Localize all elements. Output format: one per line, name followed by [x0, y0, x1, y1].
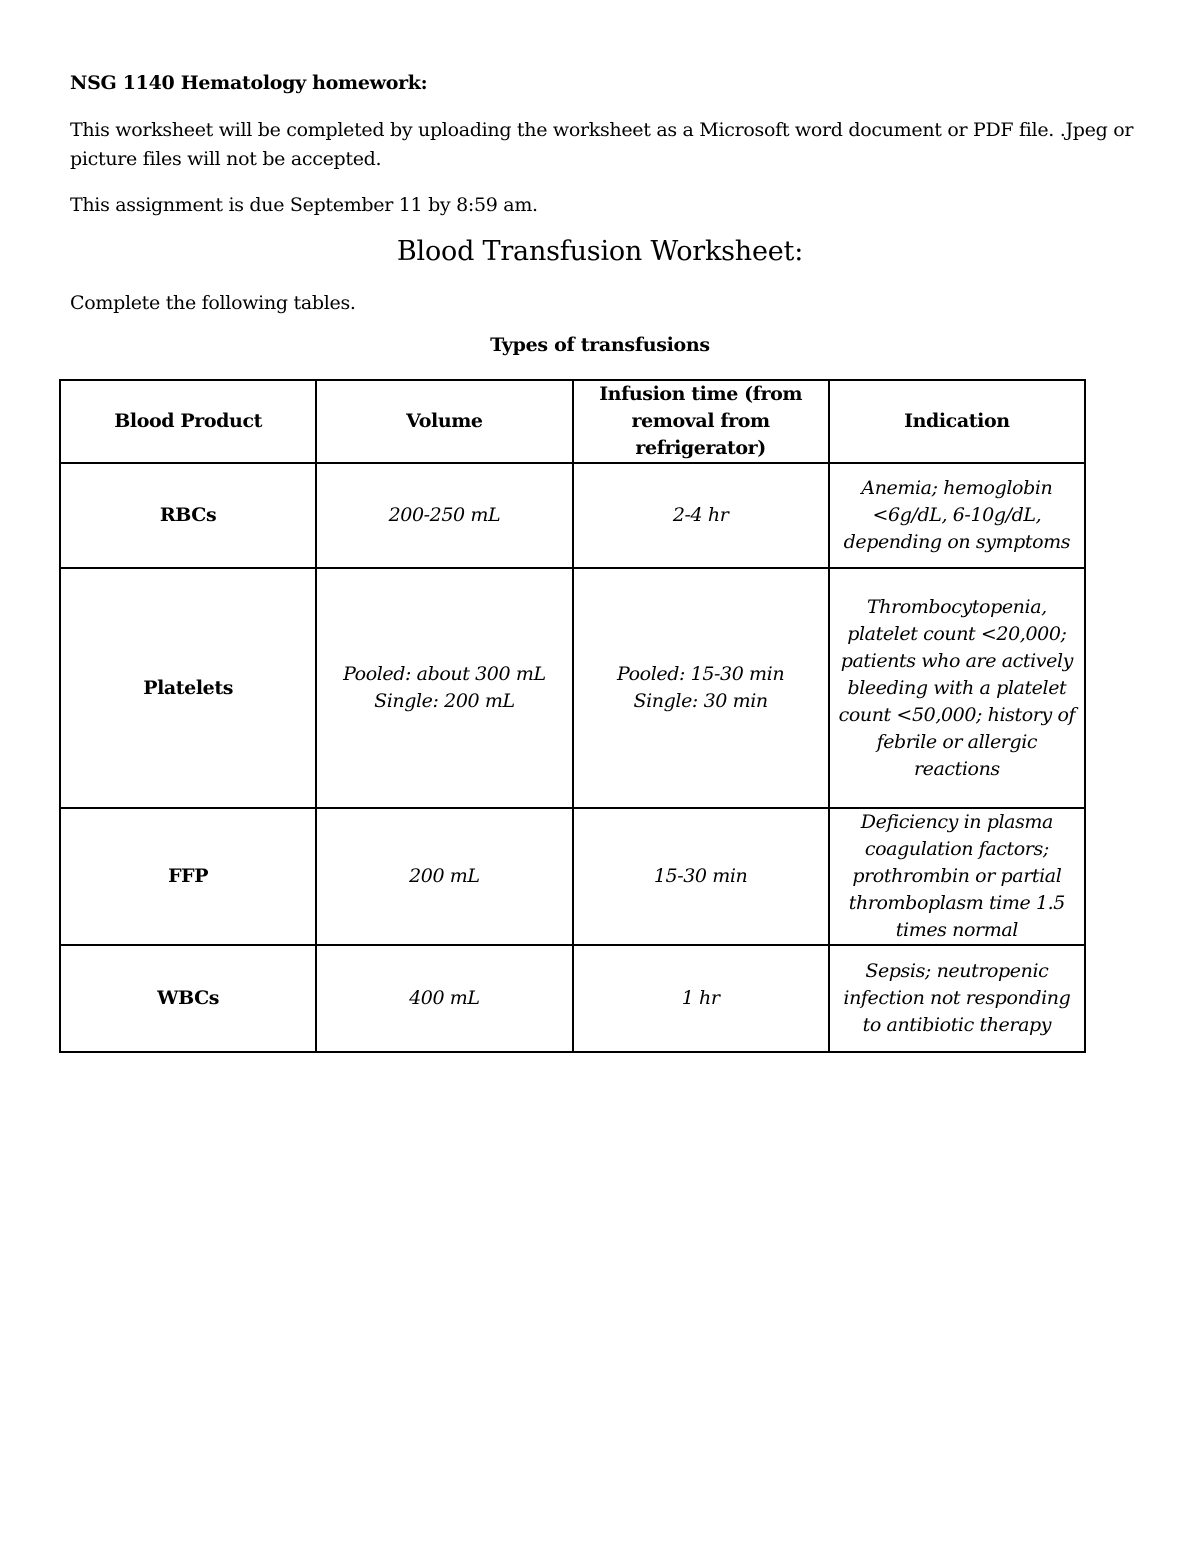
instructions-paragraph: This worksheet will be completed by uploading the worksheet as a Microsoft word document or PDF file. .Jpeg or picture files will not be accepted.: [70, 119, 1134, 170]
cell-infusion-time: 2-4 hr: [573, 463, 829, 568]
cell-volume: 400 mL: [316, 945, 572, 1052]
table-row-ffp: [60, 808, 1085, 945]
table-row-rbcs: [60, 463, 1085, 568]
cell-volume: 200 mL: [316, 808, 572, 945]
cell-product: Platelets: [60, 568, 316, 808]
table-row-platelets: [60, 568, 1085, 808]
cell-indication: Thrombocytopenia, platelet count <20,000; patients who are actively bleeding with a platelet count <50,000; history of febrile or allergic reactions: [829, 568, 1085, 808]
course-title: NSG 1140 Hematology homework:: [70, 72, 428, 94]
cell-infusion-time: 15-30 min: [573, 808, 829, 945]
cell-infusion-time: 1 hr: [573, 945, 829, 1052]
table-row-wbcs: [60, 945, 1085, 1052]
table-caption: Types of transfusions: [490, 334, 710, 356]
column-header-indication: Indication: [829, 380, 1085, 463]
column-header-infusion-time: Infusion time (from removal from refrigerator): [573, 380, 829, 463]
cell-indication: Anemia; hemoglobin <6g/dL, 6-10g/dL, depending on symptoms: [829, 463, 1085, 568]
cell-indication: Sepsis; neutropenic infection not responding to antibiotic therapy: [829, 945, 1085, 1052]
cell-infusion-time: Pooled: 15-30 min Single: 30 min: [573, 568, 829, 808]
cell-product: RBCs: [60, 463, 316, 568]
worksheet-directions: Complete the following tables.: [70, 292, 356, 314]
cell-product: FFP: [60, 808, 316, 945]
table-header-row: [60, 380, 1085, 463]
column-header-blood-product: Blood Product: [60, 380, 316, 463]
cell-product: WBCs: [60, 945, 316, 1052]
cell-volume: 200-250 mL: [316, 463, 572, 568]
column-header-volume: Volume: [316, 380, 572, 463]
worksheet-title: Blood Transfusion Worksheet:: [396, 236, 804, 267]
transfusion-table: [59, 379, 1086, 1053]
cell-volume: Pooled: about 300 mL Single: 200 mL: [316, 568, 572, 808]
cell-indication: Deficiency in plasma coagulation factors; prothrombin or partial thromboplasm time 1.5 times normal: [829, 808, 1085, 945]
due-date-notice: This assignment is due September 11 by 8:59 am.: [70, 194, 538, 216]
